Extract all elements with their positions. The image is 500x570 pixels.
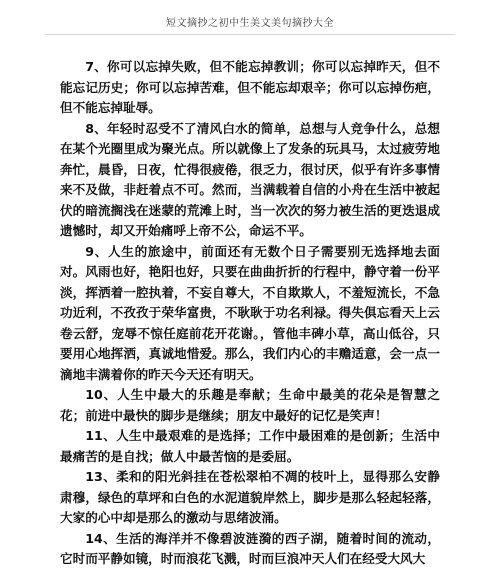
paragraph-9: 9、人生的旅途中，前面还有无数个日子需要别无选择地去面对。风雨也好，艳阳也好，只要在曲曲折折的行程中，静守着一份平淡，挥洒着一腔执着，不妄自尊大，不自欺欺人，不羞短流长，不急功近利，不孜孜于荣华富贵，不耿耿于功名利禄。得失俱忘看天上云卷云舒，宠辱不惊任庭前花开花谢。，管他丰碑小草，高山低谷，只要用心地挥洒，真诚地惜爱。那么，我们内心的丰赡适意，会一点一滴地丰满着你的昨天今天还有明天。 [60, 243, 440, 382]
paragraph-7: 7、你可以忘掉失败，但不能忘掉教训；你可以忘掉昨天，但不能忘记历史；你可以忘掉苦难，但不能忘却艰辛；你可以忘掉伤疤，但不能忘掉耻辱。 [60, 59, 440, 115]
article-body [60, 57, 440, 570]
page-header-title: 短文摘抄之初中生美文美句摘抄大全 [166, 18, 334, 29]
paragraph-8: 8、年轻时忍受不了清风白水的简单，总想与人竞争什么，总想在某个光圈里成为聚光点。所以就像上了发条的玩具马，太过疲劳地奔忙，晨昏，日夜，忙得很疲倦，很乏力，很讨厌，似乎有许多事情来不及做，非赶着点不可。然而，当满载着自信的小舟在生活中被起伏的暗流搁浅在迷蒙的荒滩上时，当一次次的努力被生活的更迭退成遗憾时，却又开始痛呼上帝不公，命运不平。 [60, 120, 440, 238]
paragraph-10: 10、人生中最大的乐趣是奉献；生命中最美的花朵是智慧之花；前进中最快的脚步是继续；朋友中最好的记忆是笑声！ [60, 387, 440, 423]
paragraph-14: 14、生活的海洋并不像碧波涟漪的西子湖，随着时间的流动，它时而平静如镜，时而浪花飞溅，时而巨浪冲天人们在经受大风大 [60, 530, 440, 566]
paragraph-13: 13、柔和的阳光斜挂在苍松翠柏不凋的枝叶上，显得那么安静肃穆，绿色的草坪和白色的水泥道貌岸然上，脚步是那么轻起轻落，大家的心中却是那么的激动与思绪波涌。 [60, 469, 440, 525]
header-divider [45, 34, 455, 35]
paragraph-11: 11、人生中最艰难的是选择；工作中最困难的是创新；生活中最痛苦的是自找；做人中最苦恼的是委屈。 [60, 428, 440, 464]
